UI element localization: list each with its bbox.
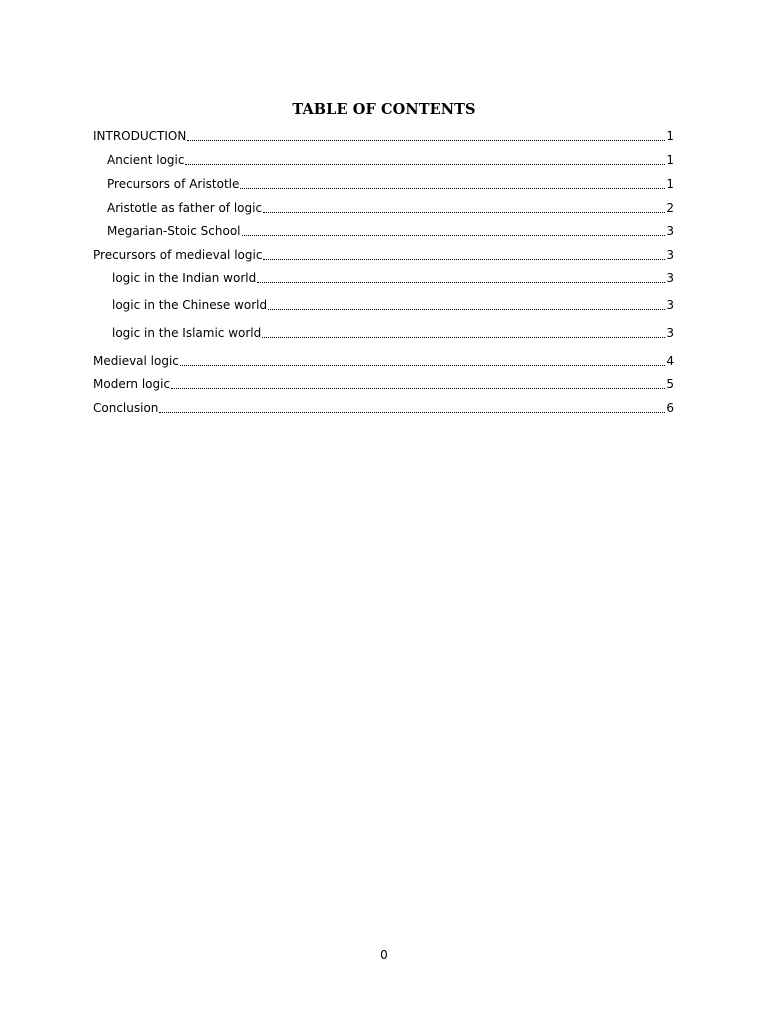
toc-entry-page-number: 1 <box>666 129 674 143</box>
toc-entry-page-number: 1 <box>666 177 674 191</box>
toc-entry-logic-chinese-world[interactable] <box>112 298 674 312</box>
dot-leader <box>187 131 665 141</box>
dot-leader <box>257 273 665 283</box>
toc-entry-page-number: 6 <box>666 401 674 415</box>
dot-leader <box>185 155 665 165</box>
toc-entry-label: logic in the Islamic world <box>112 326 262 340</box>
dot-leader <box>180 356 665 366</box>
toc-entry-medieval-logic[interactable] <box>93 354 674 368</box>
dot-leader <box>263 250 665 260</box>
toc-entry-precursors-of-medieval-logic[interactable] <box>93 248 674 262</box>
dot-leader <box>268 300 665 310</box>
toc-entry-page-number: 3 <box>666 248 674 262</box>
toc-title: TABLE OF CONTENTS <box>292 101 476 118</box>
page-number: 0 <box>380 948 388 962</box>
toc-entry-label: Aristotle as father of logic <box>107 201 263 215</box>
toc-entry-logic-indian-world[interactable] <box>112 271 674 285</box>
toc-entry-modern-logic[interactable] <box>93 377 674 391</box>
dot-leader <box>242 226 666 236</box>
toc-entry-page-number: 2 <box>666 201 674 215</box>
dot-leader <box>171 379 665 389</box>
toc-entry-label: Precursors of Aristotle <box>107 177 240 191</box>
toc-entry-introduction[interactable] <box>93 129 674 143</box>
toc-entry-page-number: 3 <box>666 326 674 340</box>
toc-entry-label: logic in the Indian world <box>112 271 257 285</box>
toc-entry-logic-islamic-world[interactable] <box>112 326 674 340</box>
toc-entry-label: INTRODUCTION <box>93 129 187 143</box>
toc-entry-aristotle-as-father-of-logic[interactable] <box>107 201 674 215</box>
dot-leader <box>263 203 665 213</box>
toc-entry-label: Precursors of medieval logic <box>93 248 263 262</box>
toc-entry-label: logic in the Chinese world <box>112 298 268 312</box>
dot-leader <box>240 179 665 189</box>
toc-entry-label: Modern logic <box>93 377 171 391</box>
toc-entry-page-number: 4 <box>666 354 674 368</box>
toc-entry-megarian-stoic-school[interactable] <box>107 224 674 238</box>
toc-entry-label: Conclusion <box>93 401 159 415</box>
toc-entry-conclusion[interactable] <box>93 401 674 415</box>
dot-leader <box>159 403 665 413</box>
toc-entry-ancient-logic[interactable] <box>107 153 674 167</box>
dot-leader <box>262 328 665 338</box>
toc-entry-page-number: 1 <box>666 153 674 167</box>
toc-entry-page-number: 3 <box>666 224 674 238</box>
toc-entry-precursors-of-aristotle[interactable] <box>107 177 674 191</box>
toc-entry-page-number: 3 <box>666 271 674 285</box>
toc-entry-label: Medieval logic <box>93 354 179 368</box>
toc-entry-label: Megarian-Stoic School <box>107 224 241 238</box>
toc-entry-page-number: 3 <box>666 298 674 312</box>
toc-entry-page-number: 5 <box>666 377 674 391</box>
toc-entry-label: Ancient logic <box>107 153 185 167</box>
